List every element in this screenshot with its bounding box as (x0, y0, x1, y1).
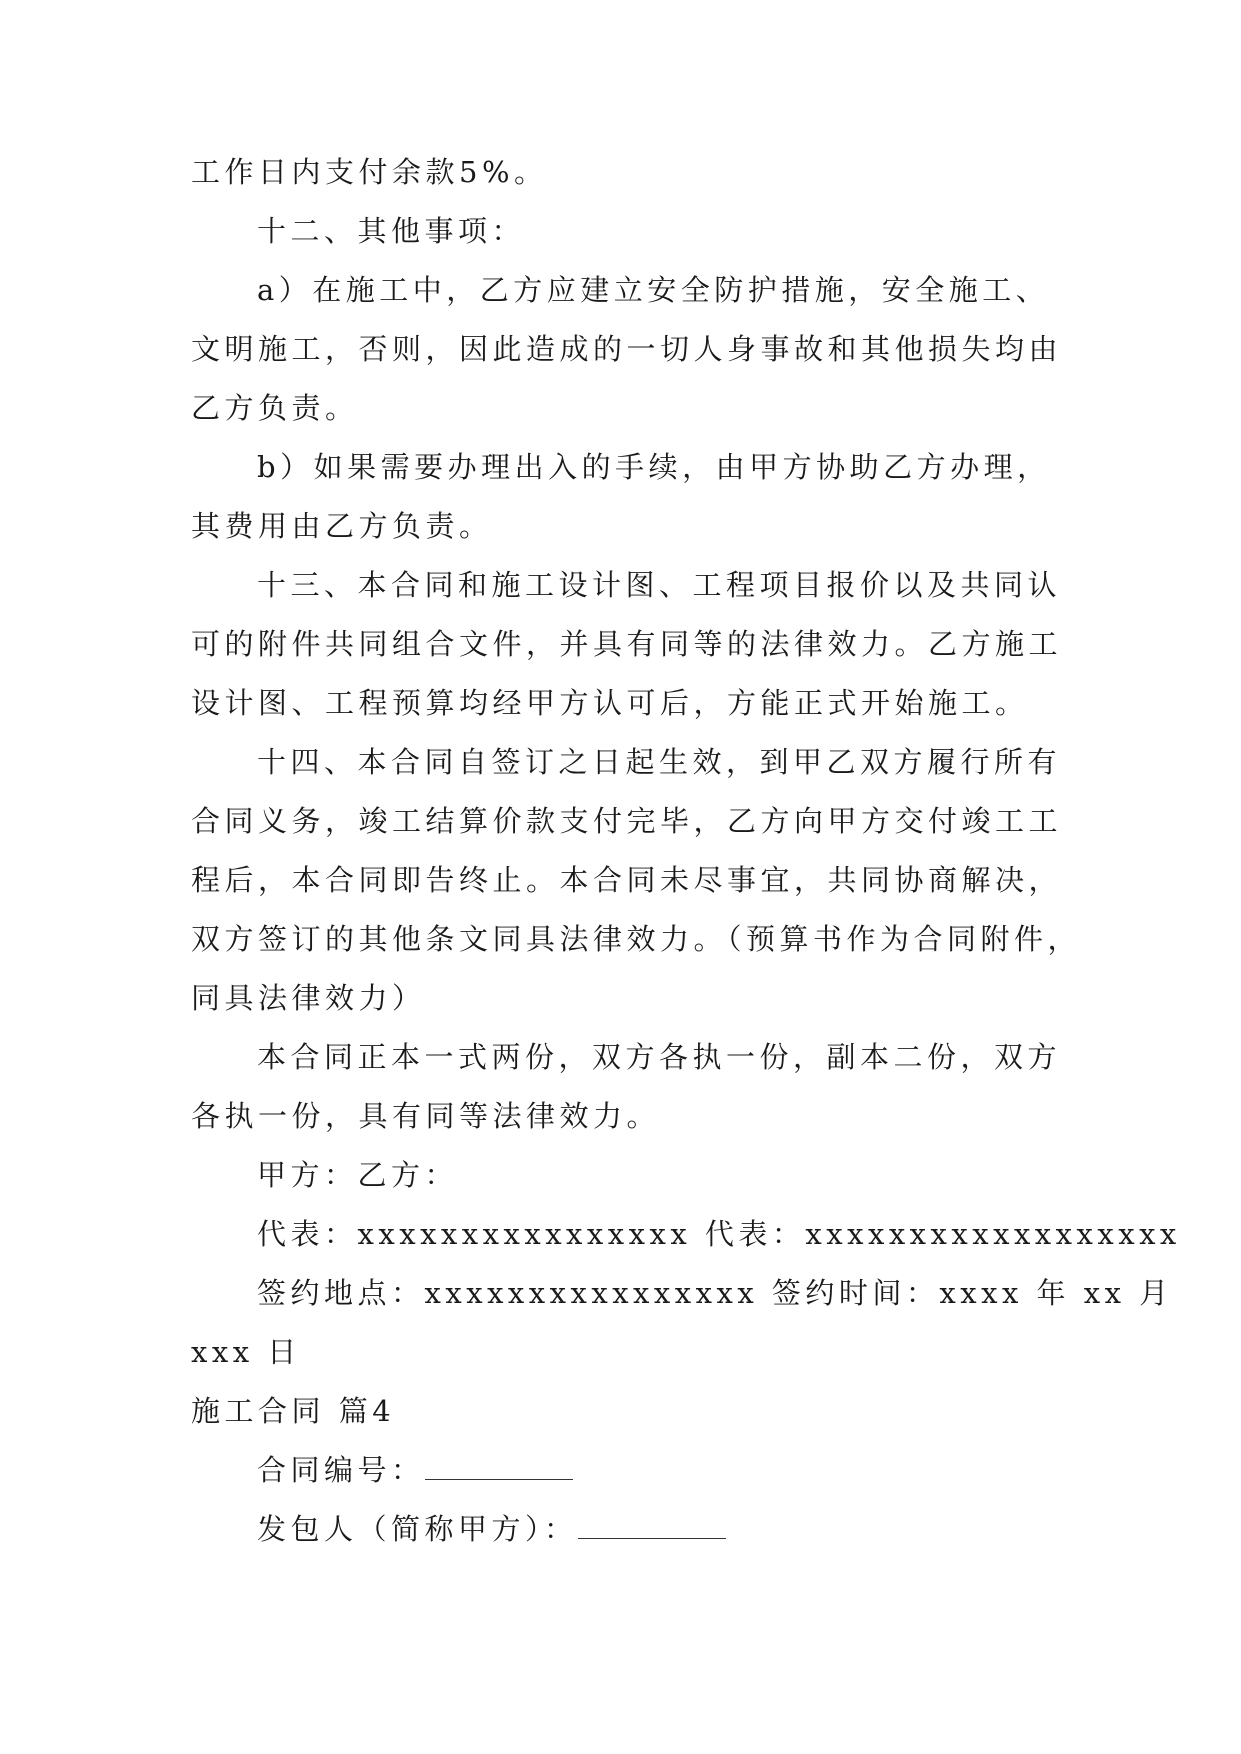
text-line: a）在施工中，乙方应建立安全防护措施，安全施工、 (257, 273, 1050, 307)
text-line: 本合同正本一式两份，双方各执一份，副本二份，双方 (257, 1040, 1062, 1074)
text-line: 十四、本合同自签订之日起生效，到甲乙双方履行所有 (257, 745, 1062, 779)
contractor-label: 发包人（简称甲方）： (257, 1512, 578, 1546)
contract-number-blank (425, 1473, 573, 1480)
text-line: b）如果需要办理出入的手续，由甲方协助乙方办理， (257, 450, 1051, 484)
text-line: 乙方负责。 (191, 391, 359, 425)
text-line: xxx 日 (191, 1335, 301, 1369)
section-heading: 十二、其他事项： (257, 214, 526, 248)
text-line: 设计图、工程预算均经甲方认可后，方能正式开始施工。 (191, 686, 1029, 720)
text-line: 程后，本合同即告终止。本合同未尽事宜，共同协商解决， (191, 863, 1063, 897)
text-line: 十三、本合同和施工设计图、工程项目报价以及共同认 (257, 568, 1062, 602)
contractor-blank (578, 1532, 726, 1539)
section-title: 施工合同 篇4 (191, 1394, 396, 1428)
contract-number-label: 合同编号： (257, 1453, 425, 1487)
contract-number-line (257, 1450, 573, 1490)
text-line: 各执一份，具有同等法律效力。 (191, 1099, 661, 1133)
contractor-line (257, 1509, 726, 1549)
signing-place-time-line: 签约地点：xxxxxxxxxxxxxxxx 签约时间：xxxx 年 xx 月 (257, 1276, 1173, 1310)
text-line: 文明施工，否则，因此造成的一切人身事故和其他损失均由 (191, 332, 1063, 366)
text-line: 其费用由乙方负责。 (191, 509, 493, 543)
text-line: 工作日内支付余款5%。 (191, 155, 548, 189)
text-line: 可的附件共同组合文件，并具有同等的法律效力。乙方施工 (191, 627, 1063, 661)
text-line: 双方签订的其他条文同具法律效力。（预算书作为合同附件， (191, 922, 1082, 956)
text-line: 同具法律效力） (191, 981, 426, 1015)
text-line: 合同义务，竣工结算价款支付完毕，乙方向甲方交付竣工工 (191, 804, 1063, 838)
party-labels: 甲方：乙方： (257, 1158, 459, 1192)
representative-line: 代表：xxxxxxxxxxxxxxxx 代表：xxxxxxxxxxxxxxxxxx (257, 1217, 1181, 1251)
